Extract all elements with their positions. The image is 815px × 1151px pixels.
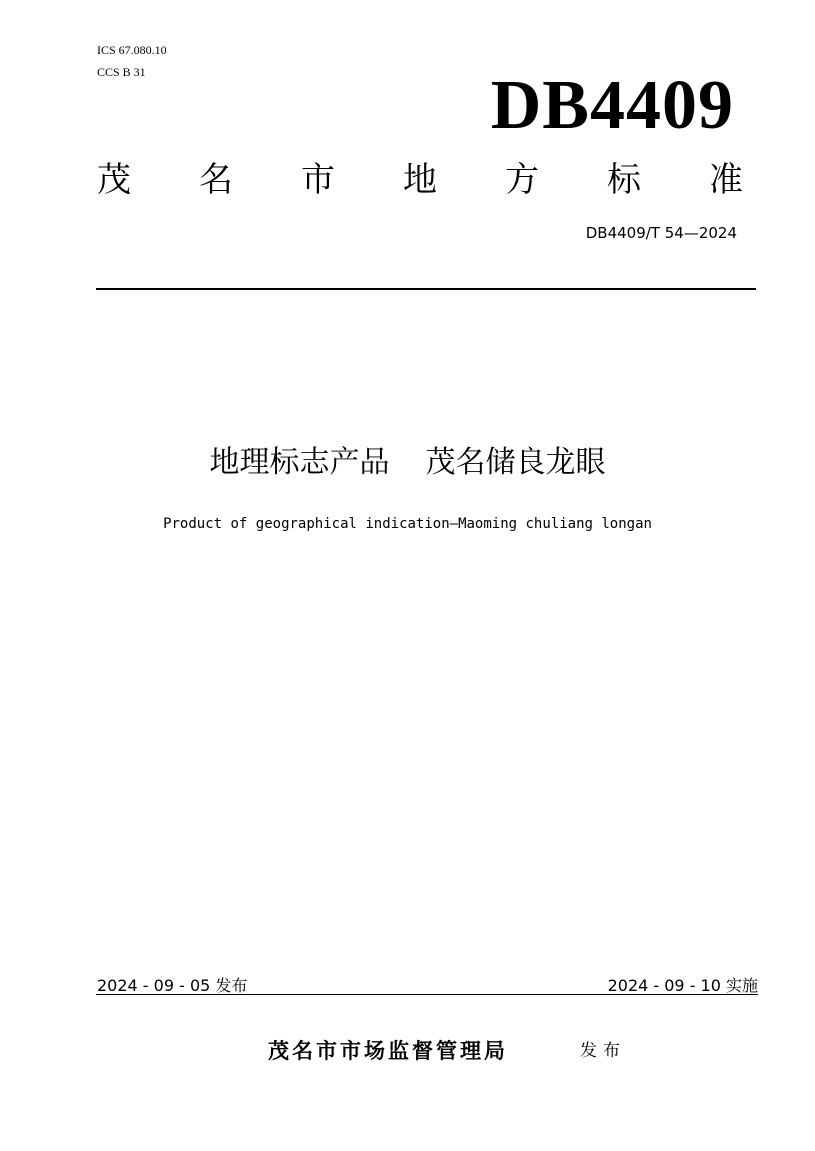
standard-type-char: 名 (199, 160, 233, 200)
standard-number: DB4409/T 54—2024 (585, 224, 737, 242)
title-english: Product of geographical indication—Maoming chuliang longan (163, 516, 652, 532)
standard-type-char: 地 (403, 160, 437, 200)
ccs-code: CCS B 31 (97, 65, 146, 79)
standard-type-char: 准 (709, 160, 743, 200)
standard-type-char: 茂 (97, 160, 131, 200)
title-chinese-part1: 地理标志产品 (209, 445, 390, 480)
ics-code: ICS 67.080.10 (97, 43, 167, 57)
standard-type-char: 标 (607, 160, 641, 200)
title-chinese-part2: 茂名储良龙眼 (425, 445, 606, 480)
db-code: DB4409 (490, 67, 734, 144)
bottom-divider (96, 994, 758, 995)
issuer-name: 茂名市市场监督管理局 (268, 1039, 508, 1063)
standard-type-row (97, 158, 743, 202)
top-divider (96, 288, 756, 290)
title-chinese (0, 441, 815, 485)
publish-date: 2024 - 09 - 05 发布 (97, 976, 248, 995)
standard-type-char: 市 (301, 160, 335, 200)
standard-type-char: 方 (505, 160, 539, 200)
issuer-action: 发布 (580, 1041, 626, 1061)
implement-date: 2024 - 09 - 10 实施 (607, 976, 758, 995)
